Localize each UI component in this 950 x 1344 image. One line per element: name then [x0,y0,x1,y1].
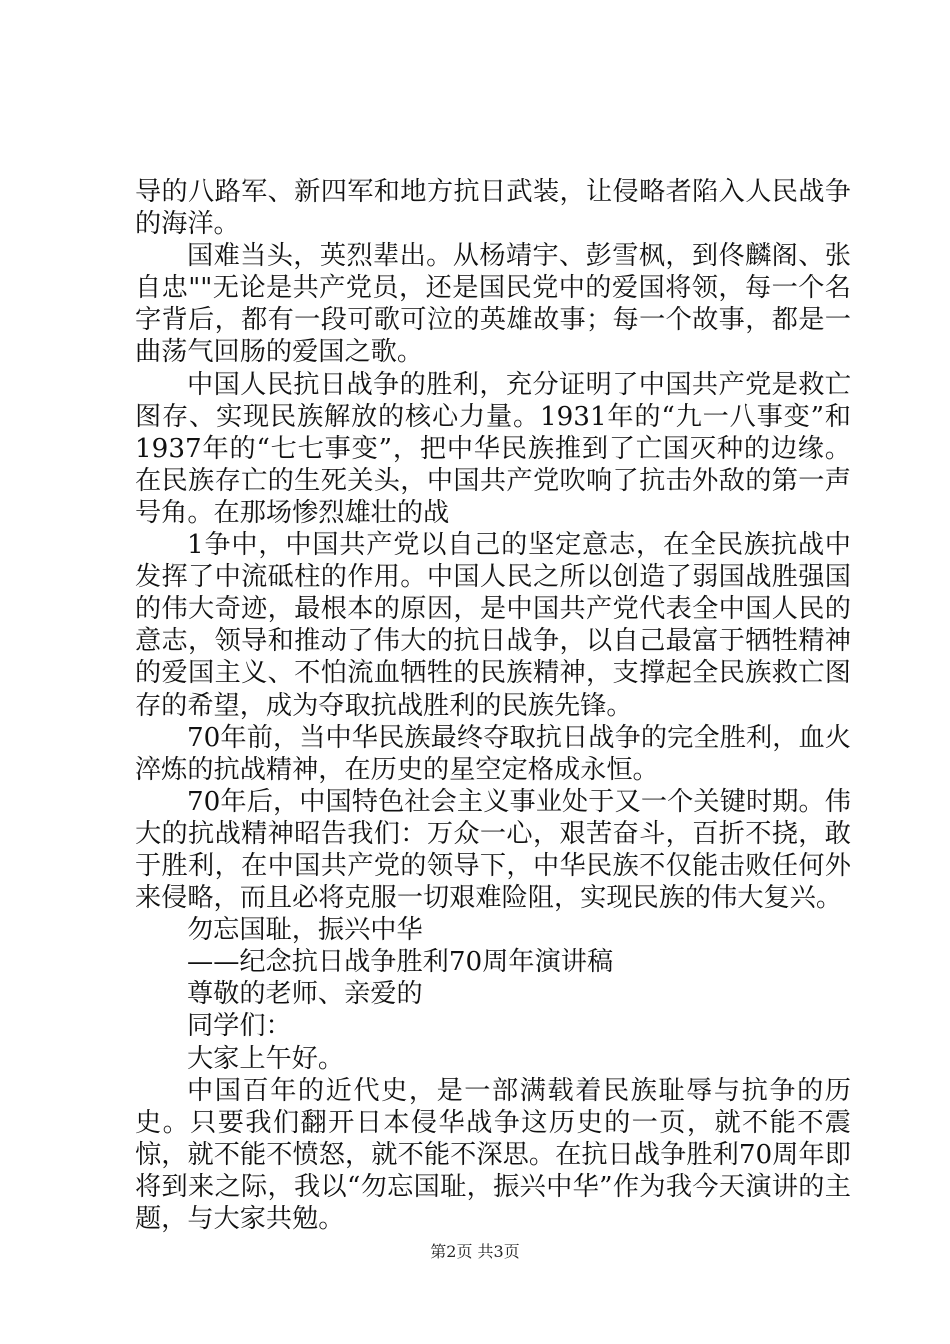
paragraph: 中国人民抗日战争的胜利，充分证明了中国共产党是救亡图存、实现民族解放的核心力量。1931年的“九一八事变”和1937年的“七七事变”，把中华民族推到了亡国灭种的边缘。在民族存亡的生死关头，中国共产党吹响了抗击外敌的第一声号角。在那场惨烈雄壮的战 [135,369,851,528]
paragraph: 70年前，当中华民族最终夺取抗日战争的完全胜利，血火淬炼的抗战精神，在历史的星空定格成永恒。 [135,722,851,785]
paragraph: 导的八路军、新四军和地方抗日武装，让侵略者陷入人民战争的海洋。 [135,177,851,240]
paragraph: 中国百年的近代史，是一部满载着民族耻辱与抗争的历史。只要我们翻开日本侵华战争这历史的一页，就不能不震惊，就不能不愤怒，就不能不深思。在抗日战争胜利70周年即将到来之际，我以“勿忘国耻，振兴中华”作为我今天演讲的主题，与大家共勉。 [135,1075,851,1234]
paragraph: 大家上午好。 [187,1043,345,1074]
paragraph: 尊敬的老师、亲爱的 [187,979,423,1010]
page-footer: 第2页 共3页 [430,1242,520,1261]
paragraph: 1争中，中国共产党以自己的坚定意志，在全民族抗战中发挥了中流砥柱的作用。中国人民之所以创造了弱国战胜强国的伟大奇迹，最根本的原因，是中国共产党代表全中国人民的意志，领导和推动了伟大的抗日战争，以自己最富于牺牲精神的爱国主义、不怕流血牺牲的民族精神，支撑起全民族救亡图存的希望，成为夺取抗战胜利的民族先锋。 [135,530,851,721]
paragraph: 同学们： [187,1011,292,1042]
paragraph: 国难当头，英烈辈出。从杨靖宇、彭雪枫，到佟麟阁、张自忠""无论是共产党员，还是国民党中的爱国将领，每一个名字背后，都有一段可歌可泣的英雄故事；每一个故事，都是一曲荡气回肠的爱国之歌。 [135,241,851,368]
paragraph: 70年后，中国特色社会主义事业处于又一个关键时期。伟大的抗战精神昭告我们：万众一心，艰苦奋斗，百折不挠，敢于胜利，在中国共产党的领导下，中华民族不仅能击败任何外来侵略，而且必将克服一切艰难险阻，实现民族的伟大复兴。 [135,786,851,914]
paragraph: 勿忘国耻，振兴中华 [187,915,423,946]
paragraph: ——纪念抗日战争胜利70周年演讲稿 [187,947,614,978]
document-body [135,176,851,1235]
